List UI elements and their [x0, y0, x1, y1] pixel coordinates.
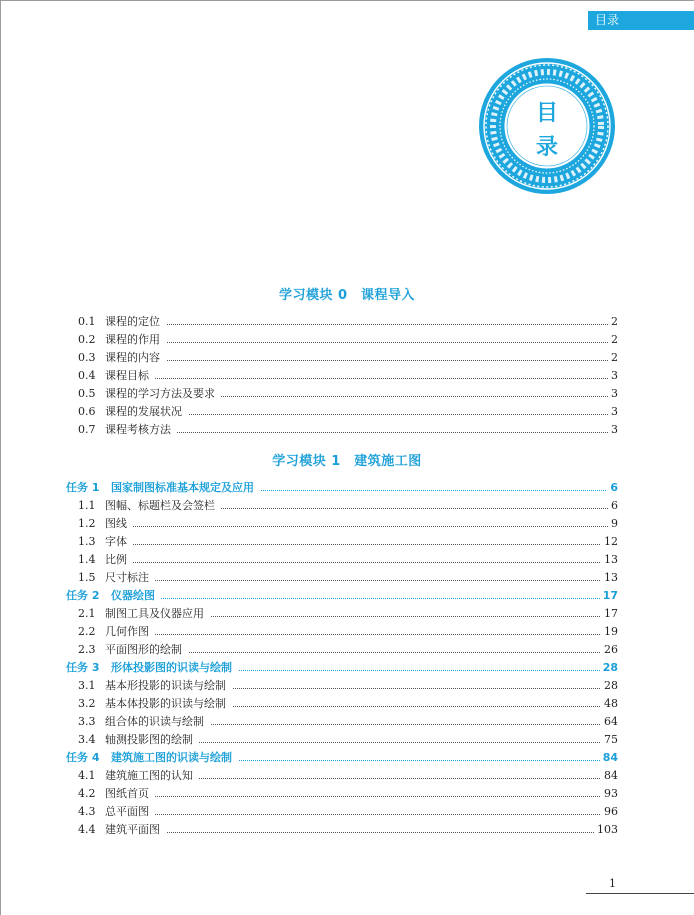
toc-task-number: 任务 3	[66, 661, 100, 674]
toc-entry-number: 1.4	[78, 553, 96, 566]
toc-entry-title: 课程目标	[105, 367, 155, 385]
toc-entry-title: 课程考核方法	[105, 421, 177, 439]
dot-leader	[105, 432, 618, 433]
toc-entry-page: 3	[608, 421, 618, 439]
toc-entry-page: 13	[601, 551, 618, 569]
toc-entry-number: 0.5	[78, 387, 96, 400]
toc-entry-number: 3.3	[78, 715, 96, 728]
badge-char-bottom: 录	[535, 135, 559, 160]
ornamental-ring-icon	[478, 57, 616, 195]
toc-entry-page: 48	[601, 695, 618, 713]
toc-entry[interactable]	[0, 569, 694, 587]
toc-entry-page: 84	[601, 767, 618, 785]
toc-entry-number: 4.1	[78, 769, 96, 782]
toc-task-title: 仪器绘图	[111, 587, 161, 605]
toc-entry-page: 75	[601, 731, 618, 749]
toc-task-page: 84	[600, 749, 618, 767]
toc-entry-number: 3.1	[78, 679, 96, 692]
toc-entry-title: 课程的学习方法及要求	[105, 385, 221, 403]
toc-entry-page: 13	[601, 569, 618, 587]
toc-entry-number: 2.1	[78, 607, 96, 620]
toc-entry-title: 图纸首页	[105, 785, 155, 803]
toc-entry-number: 0.3	[78, 351, 96, 364]
toc-entry-title: 课程的发展状况	[105, 403, 188, 421]
module-title: 学习模块 0 课程导入	[278, 288, 416, 303]
dot-leader	[105, 580, 618, 581]
toc-task-number: 任务 1	[66, 481, 100, 494]
toc-entry-title: 轴测投影图的绘制	[105, 731, 199, 749]
toc-entry-number: 1.5	[78, 571, 96, 584]
toc-entry-page: 2	[608, 313, 618, 331]
toc-entry-title: 课程的内容	[105, 349, 166, 367]
toc-task-title: 国家制图标准基本规定及应用	[111, 479, 260, 497]
toc-entry-number: 1.3	[78, 535, 96, 548]
toc-entry-page: 9	[608, 515, 618, 533]
toc-entry[interactable]	[0, 785, 694, 803]
toc-entry-page: 103	[594, 821, 618, 839]
toc-task-entry[interactable]	[0, 659, 694, 677]
toc-entry-number: 0.6	[78, 405, 96, 418]
footer-rule	[586, 893, 694, 894]
toc-entry[interactable]	[0, 803, 694, 821]
toc-entry[interactable]	[0, 767, 694, 785]
toc-entry[interactable]	[0, 641, 694, 659]
toc-task-number: 任务 4	[66, 751, 100, 764]
toc-entry-page: 3	[608, 385, 618, 403]
toc-entry-title: 图幅、标题栏及会签栏	[105, 497, 221, 515]
toc-entry[interactable]	[0, 821, 694, 839]
toc-entry[interactable]	[0, 623, 694, 641]
toc-entry[interactable]	[0, 349, 694, 367]
dot-leader	[105, 796, 618, 797]
toc-entry[interactable]	[0, 731, 694, 749]
dot-leader	[105, 544, 618, 545]
toc-entry[interactable]	[0, 403, 694, 421]
dot-leader	[105, 342, 618, 343]
toc-entry-number: 4.3	[78, 805, 96, 818]
toc-entry-number: 0.7	[78, 423, 96, 436]
toc-task-page: 6	[607, 479, 618, 497]
toc-entry-page: 28	[601, 677, 618, 695]
toc-entry-number: 2.3	[78, 643, 96, 656]
badge-char-top: 目	[535, 101, 559, 126]
toc-entry-number: 3.2	[78, 697, 96, 710]
toc-entry-title: 组合体的识读与绘制	[105, 713, 210, 731]
toc-entry-title: 总平面图	[105, 803, 155, 821]
toc-entry-page: 3	[608, 403, 618, 421]
dot-leader	[111, 598, 618, 599]
header-section-tab: 目录	[588, 11, 694, 30]
toc-entry[interactable]	[0, 385, 694, 403]
toc-entry-number: 4.2	[78, 787, 96, 800]
dot-leader	[105, 832, 618, 833]
toc-entry-number: 1.2	[78, 517, 96, 530]
toc-task-entry[interactable]	[0, 479, 694, 497]
toc-entry[interactable]	[0, 713, 694, 731]
toc-task-title: 形体投影图的识读与绘制	[111, 659, 238, 677]
dot-leader	[105, 526, 618, 527]
toc-task-page: 17	[600, 587, 618, 605]
toc-entry-page: 6	[608, 497, 618, 515]
toc-task-page: 28	[600, 659, 618, 677]
toc-entry-title: 课程的作用	[105, 331, 166, 349]
toc-entry[interactable]	[0, 497, 694, 515]
toc-entry-title: 尺寸标注	[105, 569, 155, 587]
toc-task-title: 建筑施工图的识读与绘制	[111, 749, 238, 767]
toc-entry-page: 93	[601, 785, 618, 803]
toc-entry[interactable]	[0, 677, 694, 695]
dot-leader	[105, 360, 618, 361]
toc-entry-page: 64	[601, 713, 618, 731]
dot-leader	[105, 562, 618, 563]
toc-entry-number: 0.2	[78, 333, 96, 346]
toc-entry[interactable]	[0, 533, 694, 551]
toc-task-entry[interactable]	[0, 587, 694, 605]
page-number: 1	[609, 877, 616, 890]
toc-entry-page: 2	[608, 331, 618, 349]
toc-entry[interactable]	[0, 605, 694, 623]
toc-entry[interactable]	[0, 515, 694, 533]
toc-entry-title: 基本体投影的识读与绘制	[105, 695, 232, 713]
toc-entry-title: 建筑施工图的认知	[105, 767, 199, 785]
module-title: 学习模块 1 建筑施工图	[272, 454, 422, 469]
toc-entry-number: 2.2	[78, 625, 96, 638]
toc-entry-number: 0.4	[78, 369, 96, 382]
toc-entry-page: 2	[608, 349, 618, 367]
toc-entry-page: 26	[601, 641, 618, 659]
toc-entry-title: 图线	[105, 515, 133, 533]
toc-entry-title: 几何作图	[105, 623, 155, 641]
toc-entry[interactable]	[0, 367, 694, 385]
toc-entry-page: 12	[601, 533, 618, 551]
toc-entry-page: 96	[601, 803, 618, 821]
toc-entry-title: 比例	[105, 551, 133, 569]
toc-entry-page: 3	[608, 367, 618, 385]
toc-entry[interactable]	[0, 551, 694, 569]
contents-badge	[478, 57, 616, 195]
toc-task-number: 任务 2	[66, 589, 100, 602]
toc-entry[interactable]	[0, 331, 694, 349]
toc-task-entry[interactable]	[0, 749, 694, 767]
toc-entry-page: 19	[601, 623, 618, 641]
dot-leader	[105, 378, 618, 379]
toc-entry-title: 建筑平面图	[105, 821, 166, 839]
toc-entry-title: 课程的定位	[105, 313, 166, 331]
toc-entry[interactable]	[0, 695, 694, 713]
toc-entry-title: 基本形投影的识读与绘制	[105, 677, 232, 695]
dot-leader	[105, 814, 618, 815]
toc-entry-number: 4.4	[78, 823, 96, 836]
toc-entry-number: 1.1	[78, 499, 96, 512]
toc-entry-page: 17	[601, 605, 618, 623]
toc-entry-title: 制图工具及仪器应用	[105, 605, 210, 623]
toc-entry-number: 0.1	[78, 315, 96, 328]
dot-leader	[105, 634, 618, 635]
toc-entry-number: 3.4	[78, 733, 96, 746]
toc-entry-title: 字体	[105, 533, 133, 551]
toc-entry[interactable]	[0, 421, 694, 439]
dot-leader	[105, 324, 618, 325]
toc-entry-title: 平面图形的绘制	[105, 641, 188, 659]
toc-entry[interactable]	[0, 313, 694, 331]
